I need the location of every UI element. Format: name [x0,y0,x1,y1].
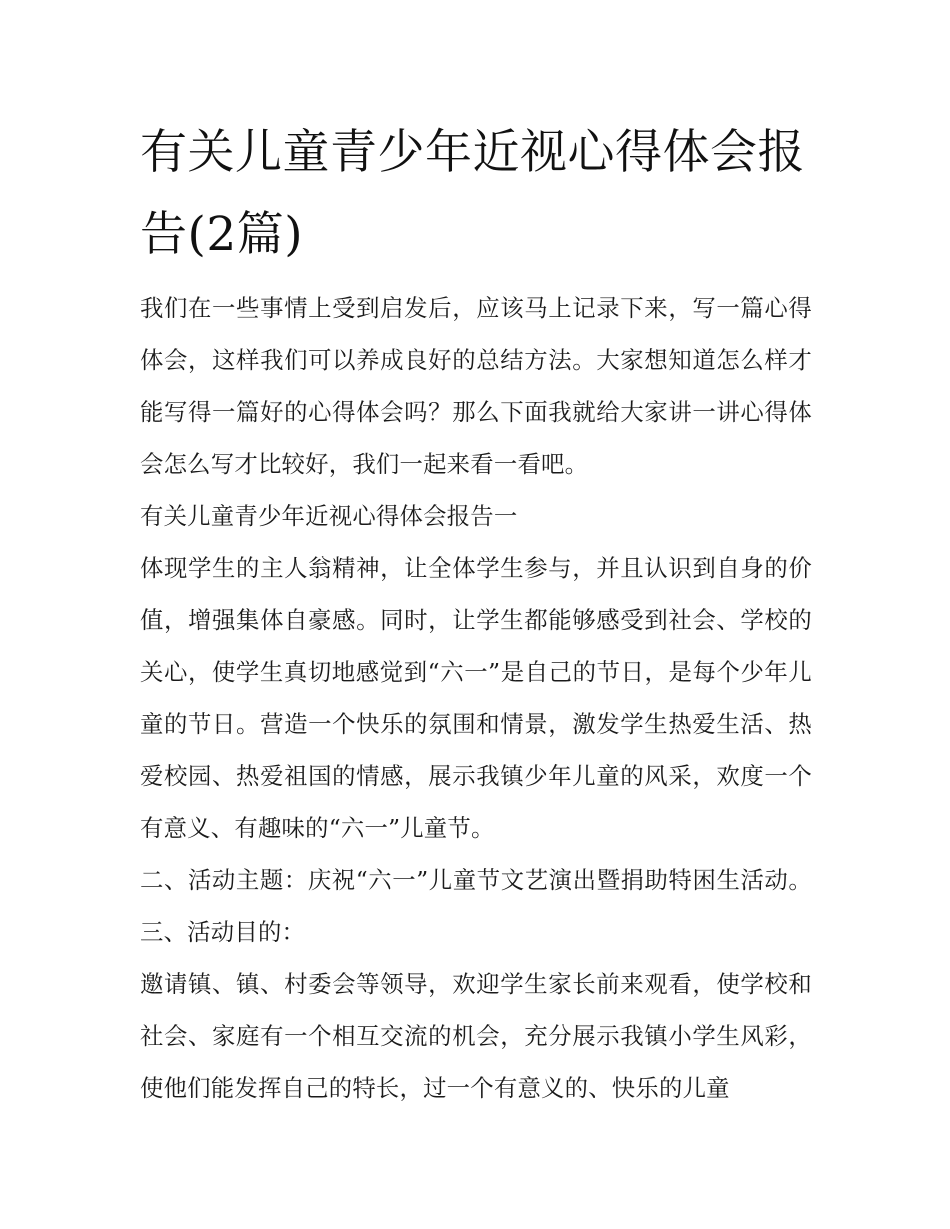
intro-paragraph: 我们在一些事情上受到启发后，应该马上记录下来，写一篇心得体会，这样我们可以养成良好的总结方法。大家想知道怎么样才能写得一篇好的心得体会吗？那么下面我就给大家讲一讲心得体会怎么写才比较好，我们一起来看一看吧。 [140,294,812,478]
document-title: 有关儿童青少年近视心得体会报告(2篇) [140,125,805,262]
body-paragraph: 体现学生的主人翁精神，让全体学生参与，并且认识到自身的价值，增强集体自豪感。同时，让学生都能够感受到社会、学校的关心，使学生真切地感觉到“六一”是自己的节日，是每个少年儿童的节日。营造一个快乐的氛围和情景，激发学生热爱生活、热爱校园、热爱祖国的情感，展示我镇少年儿童的风采，欢度一个有意义、有趣味的“六一”儿童节。 [140,554,812,842]
body-paragraph: 二、活动主题：庆祝“六一”儿童节文艺演出暨捐助特困生活动。 三、活动目的： [140,866,812,946]
document-page [140,112,812,1114]
section-heading: 有关儿童青少年近视心得体会报告一 [140,502,518,530]
body-paragraph: 邀请镇、镇、村委会等领导，欢迎学生家长前来观看，使学校和社会、家庭有一个相互交流的机会，充分展示我镇小学生风彩，使他们能发挥自己的特长，过一个有意义的、快乐的儿童 [140,970,812,1102]
document-body [140,282,812,1114]
